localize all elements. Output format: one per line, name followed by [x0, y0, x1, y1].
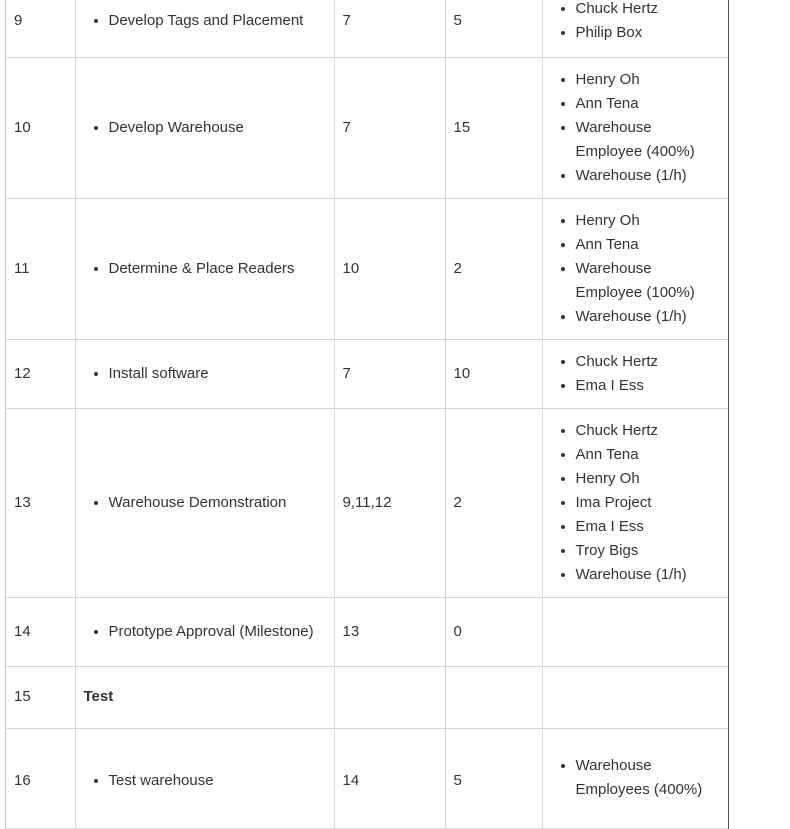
- resources-cell: [542, 408, 728, 597]
- resource-item: • Warehouse (1/h): [576, 164, 721, 188]
- predecessors-cell: 7: [334, 57, 445, 198]
- resources-cell: [542, 57, 728, 198]
- schedule-table-container: [5, 0, 729, 829]
- resources-cell: [542, 339, 728, 408]
- resource-item: • Warehouse Employee (100%): [576, 257, 721, 305]
- table-row: [6, 408, 728, 597]
- predecessors-cell: 10: [334, 198, 445, 339]
- predecessors-cell: 9,11,12: [334, 408, 445, 597]
- resource-item: • Chuck Hertz: [576, 350, 721, 374]
- task-name-cell: [75, 198, 334, 339]
- task-name-cell: [75, 339, 334, 408]
- table-row: [6, 666, 728, 728]
- task-name: • Develop Warehouse: [109, 116, 326, 140]
- resource-item: • Henry Oh: [576, 209, 721, 233]
- task-id-cell: 16: [6, 728, 75, 828]
- task-id-cell: 10: [6, 57, 75, 198]
- resources-cell: [542, 0, 728, 57]
- table-row: [6, 198, 728, 339]
- predecessors-cell: 13: [334, 597, 445, 666]
- resource-item: • Ann Tena: [576, 92, 721, 116]
- task-name: • Warehouse Demonstration: [109, 491, 326, 515]
- task-name: • Develop Tags and Placement: [109, 9, 326, 33]
- resource-item: • Henry Oh: [576, 467, 721, 491]
- predecessors-cell: 7: [334, 339, 445, 408]
- task-name-cell: [75, 597, 334, 666]
- resource-item: • Ema I Ess: [576, 374, 721, 398]
- resource-item: • Ima Project: [576, 491, 721, 515]
- resource-item: • Warehouse Employee (400%): [576, 116, 721, 164]
- task-name: • Prototype Approval (Milestone): [109, 620, 326, 644]
- duration-cell: 2: [445, 408, 542, 597]
- resource-item: • Ann Tena: [576, 233, 721, 257]
- task-id-cell: 11: [6, 198, 75, 339]
- resources-cell: [542, 198, 728, 339]
- task-name: • Determine & Place Readers: [109, 257, 326, 281]
- predecessors-cell: [334, 666, 445, 728]
- table-row: [6, 597, 728, 666]
- resource-item: • Troy Bigs: [576, 539, 721, 563]
- resource-item: • Chuck Hertz: [576, 0, 721, 21]
- resource-item: • Warehouse (1/h): [576, 305, 721, 329]
- resource-item: • Philip Box: [576, 21, 721, 45]
- duration-cell: 15: [445, 57, 542, 198]
- duration-cell: 10: [445, 339, 542, 408]
- phase-name-cell: Test: [75, 666, 334, 728]
- duration-cell: 5: [445, 728, 542, 828]
- duration-cell: 0: [445, 597, 542, 666]
- task-id-cell: 9: [6, 0, 75, 57]
- table-row: [6, 57, 728, 198]
- resources-cell: [542, 666, 728, 728]
- resources-cell: [542, 728, 728, 828]
- resource-item: • Ema I Ess: [576, 515, 721, 539]
- task-name-cell: [75, 0, 334, 57]
- table-row: [6, 728, 728, 828]
- task-name: • Install software: [109, 362, 326, 386]
- task-id-cell: 13: [6, 408, 75, 597]
- task-id-cell: 14: [6, 597, 75, 666]
- task-name: • Test warehouse: [109, 769, 326, 793]
- resource-item: • Warehouse Employees (400%): [576, 754, 721, 802]
- duration-cell: [445, 666, 542, 728]
- task-schedule-table: [6, 0, 728, 829]
- resources-cell: [542, 597, 728, 666]
- task-id-cell: 15: [6, 666, 75, 728]
- resource-item: • Warehouse (1/h): [576, 563, 721, 587]
- task-name-cell: [75, 408, 334, 597]
- task-id-cell: 12: [6, 339, 75, 408]
- predecessors-cell: 7: [334, 0, 445, 57]
- resource-item: • Ann Tena: [576, 443, 721, 467]
- duration-cell: 5: [445, 0, 542, 57]
- task-name-cell: [75, 57, 334, 198]
- duration-cell: 2: [445, 198, 542, 339]
- table-row: [6, 0, 728, 57]
- resource-item: • Henry Oh: [576, 68, 721, 92]
- resource-item: • Chuck Hertz: [576, 419, 721, 443]
- predecessors-cell: 14: [334, 728, 445, 828]
- task-name-cell: [75, 728, 334, 828]
- table-row: [6, 339, 728, 408]
